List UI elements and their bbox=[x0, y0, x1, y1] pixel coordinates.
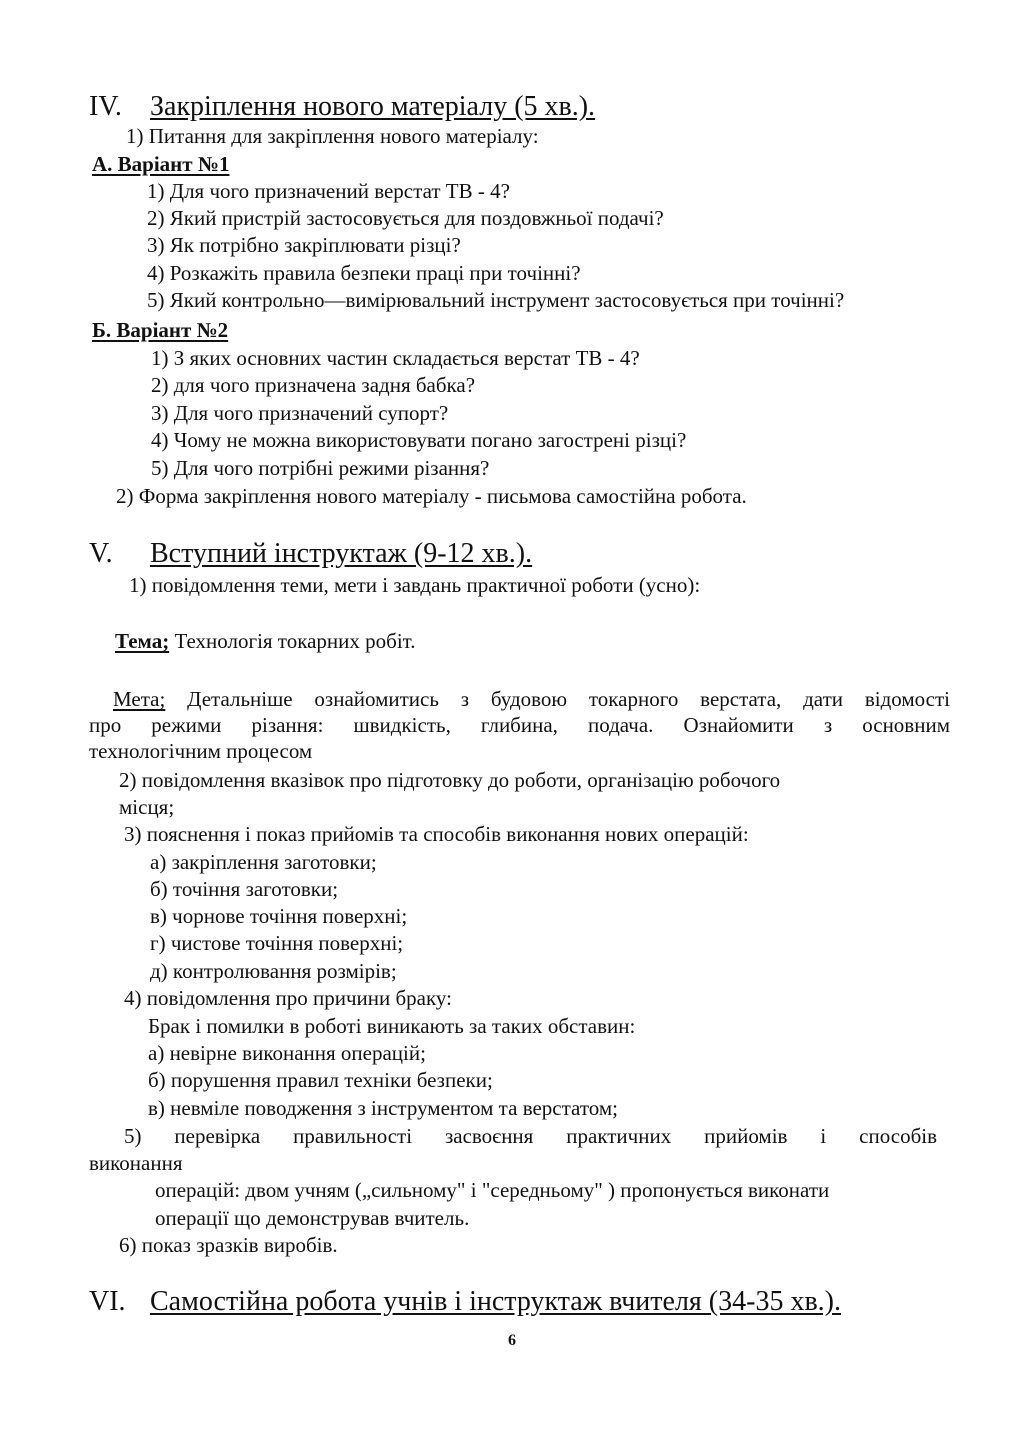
variant-a-question: 5) Який контрольно—вимірювальний інструмент застосовується при точінні? bbox=[147, 288, 845, 312]
variant-b-question: 5) Для чого потрібні режими різання? bbox=[151, 456, 490, 480]
section4-title: Закріплення нового матеріалу (5 хв.). bbox=[150, 91, 596, 122]
section6-number: VI. bbox=[89, 1286, 126, 1317]
section5-item5-cont: операцій: двом учням („сильному" і "середньому" ) пропонується виконати bbox=[155, 1178, 830, 1202]
page-number: 6 bbox=[508, 1332, 516, 1349]
item3-sub: б) точіння заготовки; bbox=[150, 877, 339, 901]
tema-text: Технологія токарних робіт. bbox=[169, 629, 416, 653]
variant-b-label: Б. Варіант №2 bbox=[92, 318, 229, 342]
variant-a-label: А. Варіант №1 bbox=[92, 152, 230, 176]
section4-form: 2) Форма закріплення нового матеріалу - письмова самостійна робота. bbox=[116, 484, 747, 508]
item3-sub: а) закріплення заготовки; bbox=[150, 850, 377, 874]
section5-item5: 5) перевірка правильності засвоєння практичних прийомів і способів bbox=[124, 1124, 937, 1148]
variant-b-question: 4) Чому не можна використовувати погано загострені різці? bbox=[151, 428, 687, 452]
tema-label: Тема; bbox=[115, 629, 170, 653]
variant-b-question: 3) Для чого призначений супорт? bbox=[151, 401, 449, 425]
section5-item4: 4) повідомлення про причини браку: bbox=[124, 986, 452, 1010]
section4-questions-intro: 1) Питання для закріплення нового матеріалу: bbox=[126, 124, 539, 148]
section5-item5-cont: виконання bbox=[89, 1151, 183, 1175]
meta-line3: технологічним процесом bbox=[89, 739, 313, 763]
item3-sub: в) чорнове точіння поверхні; bbox=[150, 904, 408, 928]
meta-label: Мета; bbox=[113, 687, 166, 711]
variant-a-question: 3) Як потрібно закріплювати різці? bbox=[147, 233, 461, 257]
variant-b-question: 2) для чого призначена задня бабка? bbox=[151, 373, 476, 397]
section5-number: V. bbox=[89, 538, 113, 569]
item3-sub: г) чистове точіння поверхні; bbox=[150, 931, 404, 955]
section6-title: Самостійна робота учнів і інструктаж вчителя (34-35 хв.). bbox=[150, 1286, 842, 1317]
section5-item5-cont: операції що демонстрував вчитель. bbox=[155, 1206, 470, 1230]
meta-text: Детальніше ознайомитись з будовою токарного верстата, дати відомості bbox=[165, 687, 950, 711]
variant-a-question: 1) Для чого призначений верстат ТВ - 4? bbox=[147, 179, 510, 203]
meta-line2: про режими різання: швидкість, глибина, подача. Ознайомити з основним bbox=[89, 713, 950, 737]
meta-line1 bbox=[89, 686, 950, 712]
section5-item2: 2) повідомлення вказівок про підготовку до роботи, організацію робочого bbox=[119, 768, 781, 792]
variant-a-question: 2) Який пристрій застосовується для поздовжньої подачі? bbox=[147, 206, 664, 230]
item3-sub: д) контролювання розмірів; bbox=[150, 959, 397, 983]
section4-number: IV. bbox=[89, 91, 122, 122]
item4-sub: б) порушення правил техніки безпеки; bbox=[148, 1068, 493, 1092]
section5-item3: 3) пояснення і показ прийомів та способів виконання нових операцій: bbox=[124, 822, 749, 846]
item4-sub: а) невірне виконання операцій; bbox=[148, 1041, 426, 1065]
section5-title: Вступний інструктаж (9-12 хв.). bbox=[150, 538, 533, 569]
item4-intro: Брак і помилки в роботі виникають за таких обставин: bbox=[148, 1014, 636, 1038]
tema-line bbox=[115, 628, 416, 654]
section5-item1: 1) повідомлення теми, мети і завдань практичної роботи (усно): bbox=[129, 573, 701, 597]
variant-b-question: 1) З яких основних частин складається верстат ТВ - 4? bbox=[151, 346, 640, 370]
section5-item2-cont: місця; bbox=[119, 795, 175, 819]
variant-a-question: 4) Розкажіть правила безпеки праці при точінні? bbox=[147, 261, 581, 285]
item4-sub: в) невміле поводження з інструментом та верстатом; bbox=[148, 1096, 618, 1120]
section5-item6: 6) показ зразків виробів. bbox=[119, 1233, 338, 1257]
